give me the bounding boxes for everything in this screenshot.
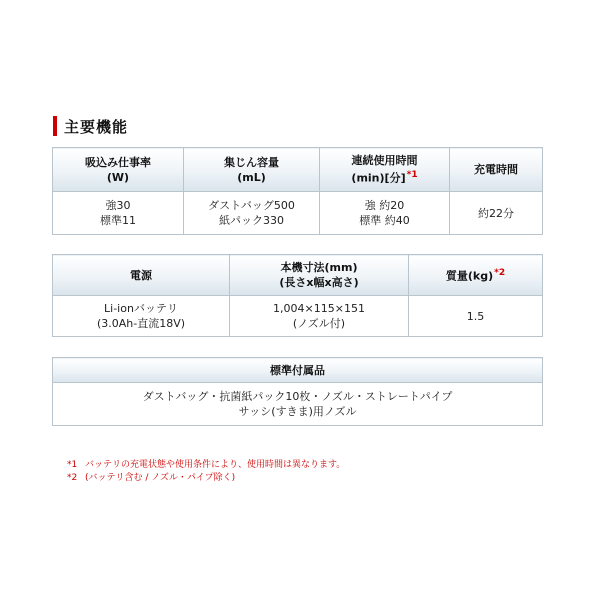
header-dimensions: 本機寸法(mm) (長さx幅x高さ) xyxy=(230,255,409,296)
cell-dimensions: 1,004×115×151 (ノズル付) xyxy=(230,296,409,337)
cell-mass: 1.5 xyxy=(409,296,543,337)
cell-dust-capacity: ダストバッグ500 紙パック330 xyxy=(184,192,320,235)
table-row xyxy=(53,383,543,426)
header-accessories: 標準付属品 xyxy=(53,358,543,383)
cell-runtime: 強 約20 標準 約40 xyxy=(320,192,450,235)
footnote-2: *2 (バッテリ含む / ノズル・パイプ除く) xyxy=(67,473,236,483)
header-charge-time: 充電時間 xyxy=(450,148,543,192)
header-runtime: 連続使用時間 (min)[分]$^{*1}$ xyxy=(320,148,450,192)
table-header-row xyxy=(53,148,543,192)
title-accent-bar xyxy=(53,116,57,136)
cell-charge-time: 約22分 xyxy=(450,192,543,235)
section-title: 主要機能 xyxy=(64,117,129,136)
cell-accessories: ダストバッグ・抗菌紙パック10枚・ノズル・ストレートパイプ サッシ(すきま)用ノズル xyxy=(53,383,543,426)
footnote-mark: *1 xyxy=(406,170,418,181)
header-suction-power: 吸込み仕事率 (W) xyxy=(53,148,184,192)
cell-power-source: Li-ionバッテリ (3.0Ah-直流18V) xyxy=(53,296,230,337)
header-power-source: 電源 xyxy=(53,255,230,296)
table-row xyxy=(53,192,543,235)
header-mass: 質量(kg)$^{*2}$ xyxy=(409,255,543,296)
table-row xyxy=(53,296,543,337)
table-header-row xyxy=(53,255,543,296)
section-heading xyxy=(53,116,128,136)
table-header-row xyxy=(53,358,543,383)
footnote-1: *1 バッテリの充電状態や使用条件により、使用時間は異なります。 xyxy=(67,460,346,470)
header-dust-capacity: 集じん容量 (mL) xyxy=(184,148,320,192)
spec-table-performance xyxy=(52,147,543,235)
cell-suction-power: 強30 標準11 xyxy=(53,192,184,235)
spec-table-accessories xyxy=(52,357,543,426)
footnote-mark: *2 xyxy=(494,268,506,279)
footnotes xyxy=(67,459,345,485)
spec-table-power-dimensions xyxy=(52,254,543,337)
